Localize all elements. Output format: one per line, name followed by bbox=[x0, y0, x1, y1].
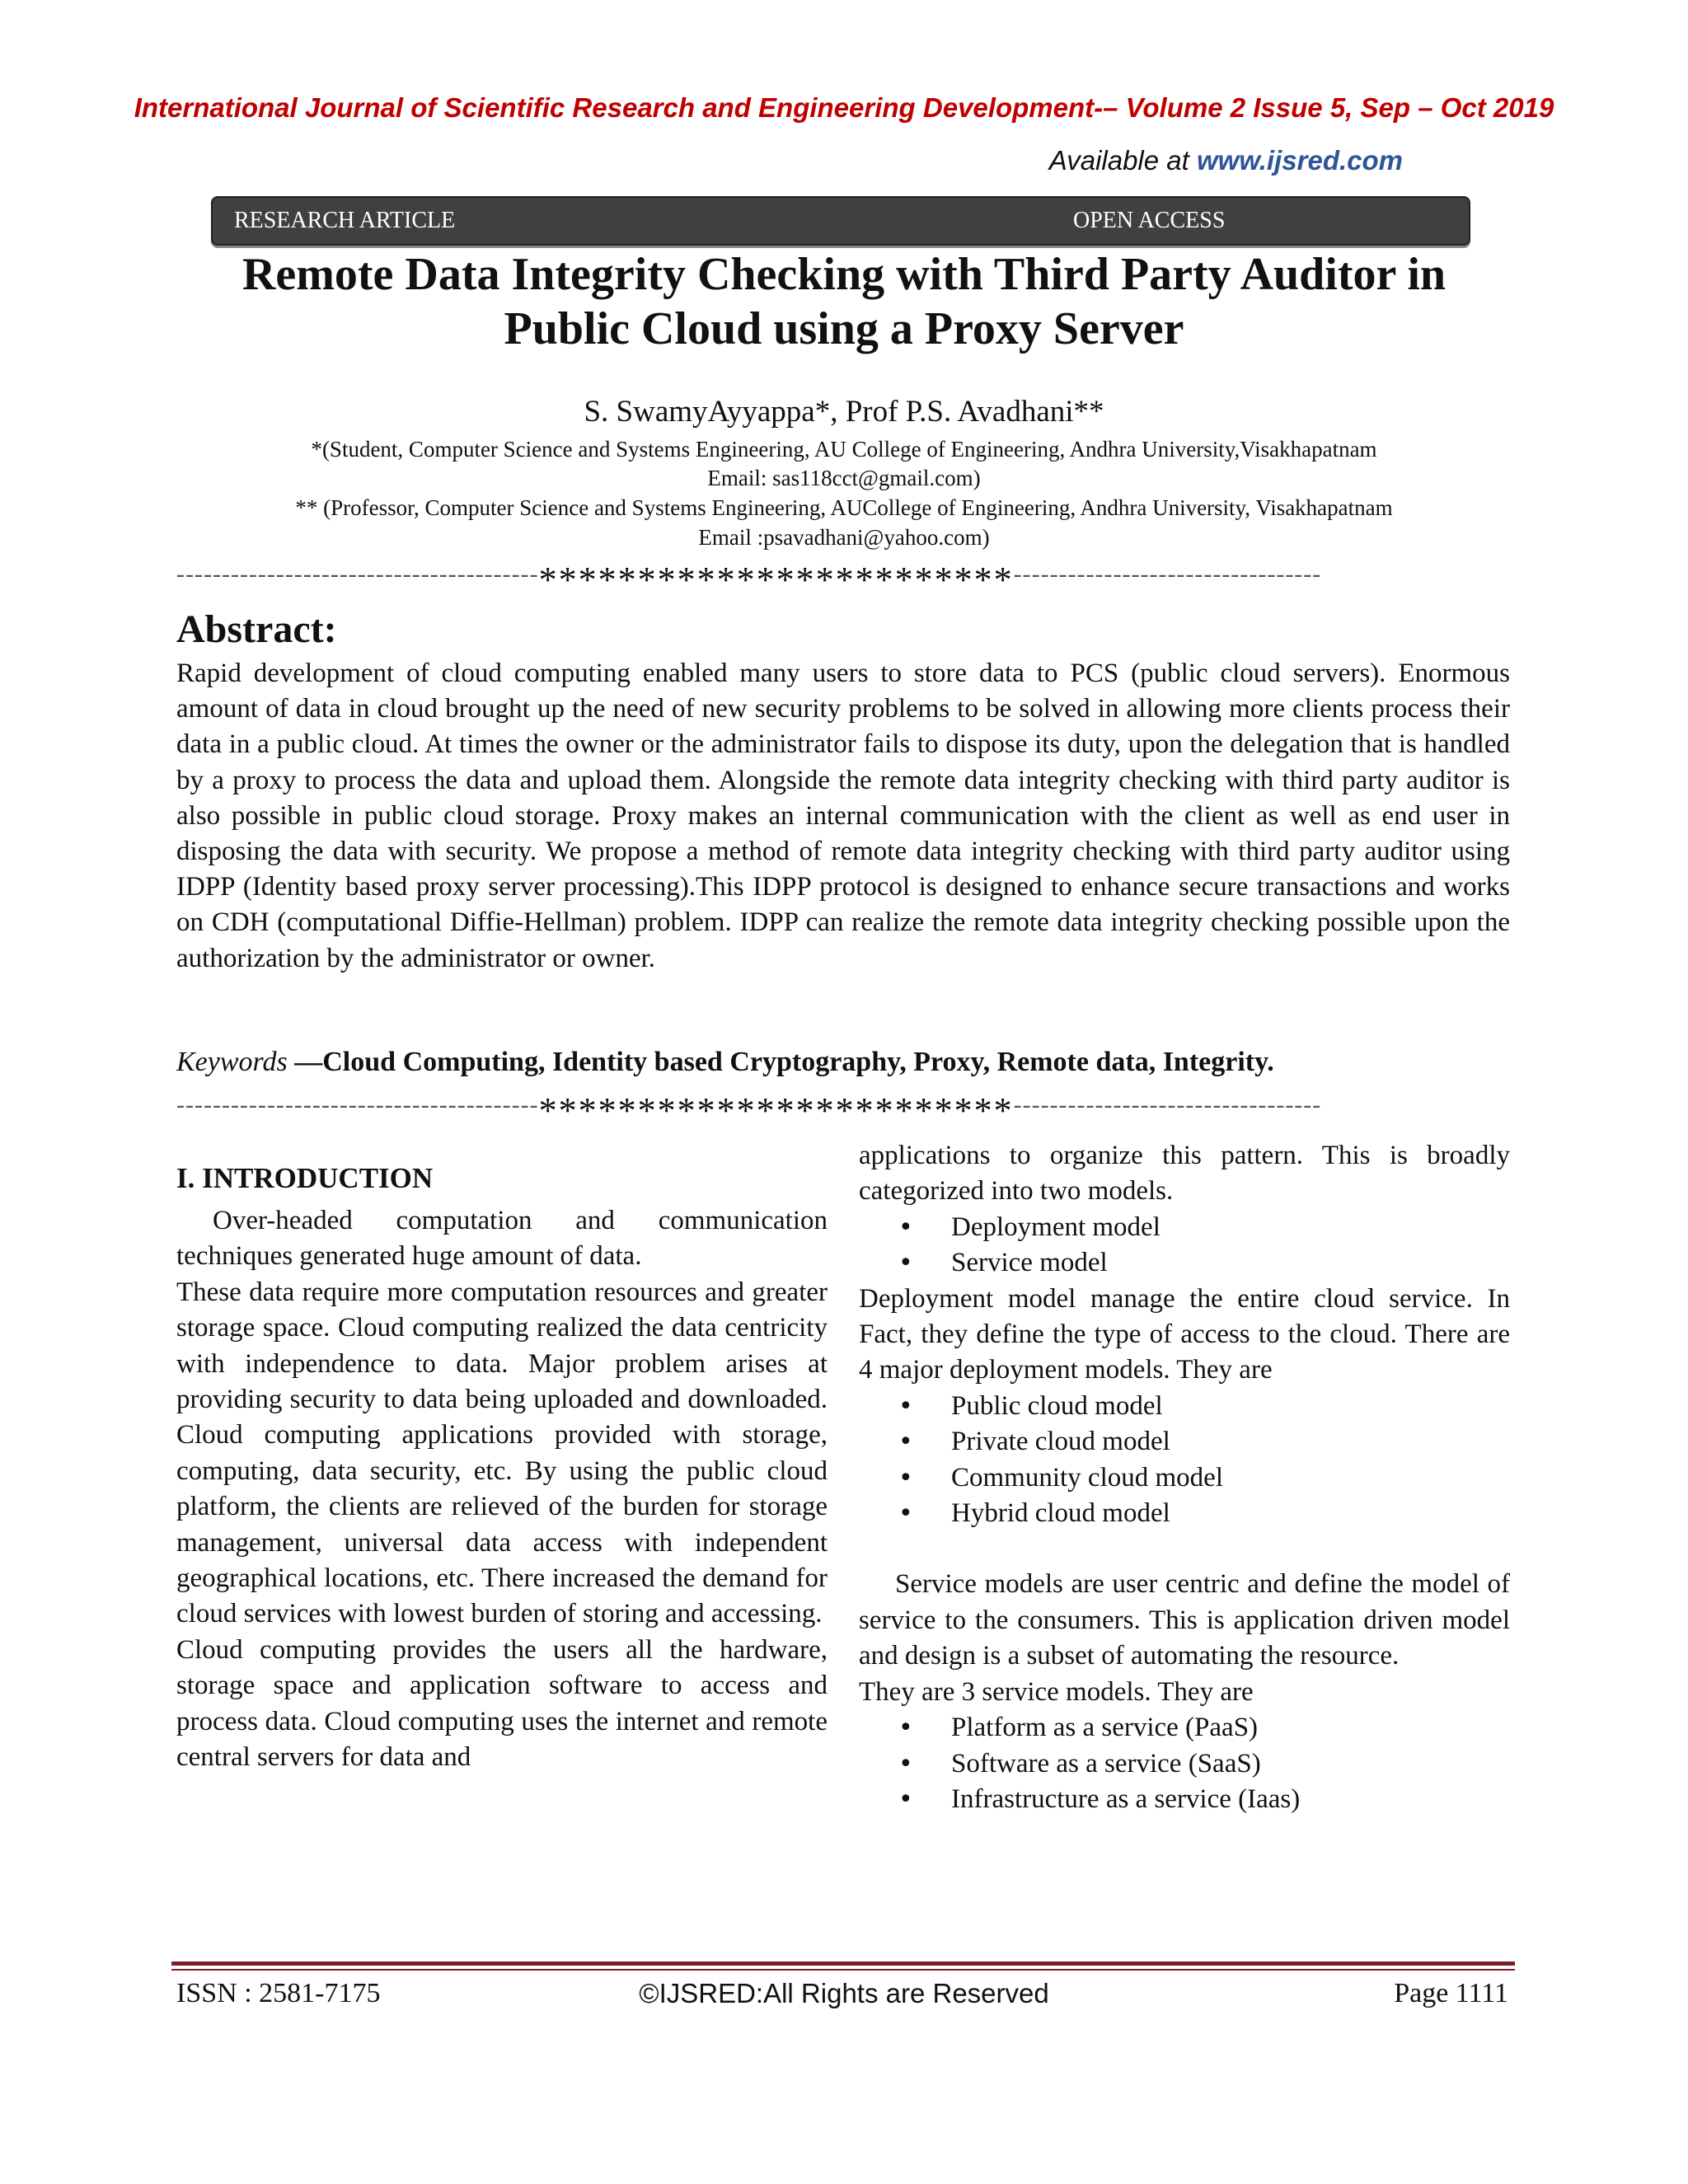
authors: S. SwamyAyyappa*, Prof P.S. Avadhani** bbox=[584, 395, 1104, 429]
introduction-heading: I. INTRODUCTION bbox=[176, 1162, 434, 1194]
separator-dashes-left: ---------------------------------------- bbox=[176, 560, 539, 588]
issn: ISSN : 2581-7175 bbox=[176, 1978, 381, 2008]
deployment-models-list bbox=[859, 1389, 1510, 1532]
separator-top bbox=[176, 559, 1503, 601]
footer-rule-thin bbox=[171, 1969, 1515, 1971]
list-item: • Hybrid cloud model bbox=[898, 1496, 1510, 1531]
open-access-label: OPEN ACCESS bbox=[1073, 208, 1226, 233]
title-line-2: Public Cloud using a Proxy Server bbox=[504, 303, 1184, 354]
list-item: • Software as a service (SaaS) bbox=[898, 1746, 1510, 1782]
title-line-1: Remote Data Integrity Checking with Third Party Auditor in bbox=[241, 249, 1447, 300]
copyright: ©IJSRED:All Rights are Reserved bbox=[639, 1978, 1049, 2008]
intro-paragraph-1: Over-headed computation and communication techniques generated huge amount of data. bbox=[176, 1206, 828, 1272]
keywords bbox=[176, 1047, 1510, 1078]
abstract-heading: Abstract: bbox=[176, 607, 337, 651]
paper-title bbox=[165, 247, 1523, 356]
list-item: • Platform as a service (PaaS) bbox=[898, 1710, 1510, 1746]
service-models-list bbox=[859, 1710, 1510, 1817]
left-column bbox=[176, 1203, 828, 1776]
models-list bbox=[859, 1210, 1510, 1282]
journal-header: International Journal of Scientific Research and Engineering Development-– Volume 2 Issue 5, Sep – Oct 2019 bbox=[134, 92, 1554, 123]
affiliation-1: *(Student, Computer Science and Systems Engineering, AU College of Engineering, Andhra University,Visakhapatnam bbox=[311, 437, 1377, 462]
intro-paragraph-3: Cloud computing provides the users all the hardware, storage space and application software to access and process data. Cloud computing uses the internet and remote central servers for data and bbox=[176, 1634, 828, 1773]
paragraph-gap bbox=[859, 1531, 1510, 1567]
separator-stars: ************************ bbox=[538, 560, 1014, 600]
list-item: • Public cloud model bbox=[898, 1389, 1510, 1424]
keywords-label: Keywords bbox=[176, 1047, 288, 1077]
right-column bbox=[859, 1138, 1510, 1817]
journal-url-link[interactable]: www.ijsred.com bbox=[1196, 145, 1403, 176]
separator-dashes-right: ---------------------------------- bbox=[1013, 1091, 1322, 1118]
affiliation-2: ** (Professor, Computer Science and Systems Engineering, AUCollege of Engineering, Andhra University, Visakhapatnam bbox=[295, 495, 1393, 520]
intro-paragraph-2: These data require more computation resources and greater storage space. Cloud computing realized the data centricity with independence to data. Major problem arises at providing security to data being uploaded and downloaded. Cloud computing applications provided with storage, computing, data security, etc. By using the public cloud platform, the clients are relieved of the burden for storage management, universal data access with independent geographical locations, etc. There increased the demand for cloud services with lowest burden of storing and accessing. bbox=[176, 1277, 828, 1629]
abstract-text: Rapid development of cloud computing enabled many users to store data to PCS (public cloud servers). Enormous amount of data in cloud brought up the need of new security problems to be solved in allowing more clients process their data in a public cloud. At times the owner or the administrator fails to dispose its duty, upon the delegation that is handled by a proxy to process the data and upload them. Alongside the remote data integrity checking with third party auditor is also possible in public cloud storage. Proxy makes an internal communication with the client as well as end user in disposing the data with security. We propose a method of remote data integrity checking with third party auditor using IDPP (Identity based proxy server processing).This IDPP protocol is designed to enhance secure transactions and works on CDH (computational Diffie-Hellman) problem. IDPP can realize the remote data integrity checking possible upon the authorization by the administrator or owner. bbox=[176, 658, 1510, 973]
research-article-label: RESEARCH ARTICLE bbox=[234, 208, 456, 233]
availability-line bbox=[1049, 145, 1403, 176]
list-item: • Service model bbox=[898, 1245, 1510, 1281]
keywords-text: —Cloud Computing, Identity based Cryptography, Proxy, Remote data, Integrity. bbox=[287, 1047, 1274, 1077]
right-paragraph-1: applications to organize this pattern. This is broadly categorized into two models. bbox=[859, 1141, 1510, 1207]
list-item: • Infrastructure as a service (Iaas) bbox=[898, 1782, 1510, 1817]
list-item: • Community cloud model bbox=[898, 1460, 1510, 1496]
right-paragraph-2: Deployment model manage the entire cloud service. In Fact, they define the type of access to the cloud. There are 4 major deployment models. They are bbox=[859, 1283, 1510, 1385]
separator-stars: ************************ bbox=[538, 1090, 1014, 1131]
footer-rule bbox=[171, 1961, 1515, 1966]
email-1: Email: sas118cct@gmail.com) bbox=[707, 466, 981, 490]
separator-bottom bbox=[176, 1090, 1503, 1132]
right-paragraph-3: Service models are user centric and define the model of service to the consumers. This is application driven model and design is a subset of automating the resource. bbox=[859, 1569, 1510, 1671]
right-paragraph-4: They are 3 service models. They are bbox=[859, 1676, 1254, 1707]
list-item: • Deployment model bbox=[898, 1210, 1510, 1245]
separator-dashes-right: ---------------------------------- bbox=[1013, 560, 1322, 588]
list-item: • Private cloud model bbox=[898, 1424, 1510, 1460]
separator-dashes-left: ---------------------------------------- bbox=[176, 1091, 539, 1118]
email-2: Email :psavadhani@yahoo.com) bbox=[698, 525, 990, 550]
available-prefix: Available at bbox=[1048, 145, 1197, 176]
article-banner bbox=[211, 196, 1470, 246]
page-number: Page 1111 bbox=[1394, 1978, 1508, 2008]
